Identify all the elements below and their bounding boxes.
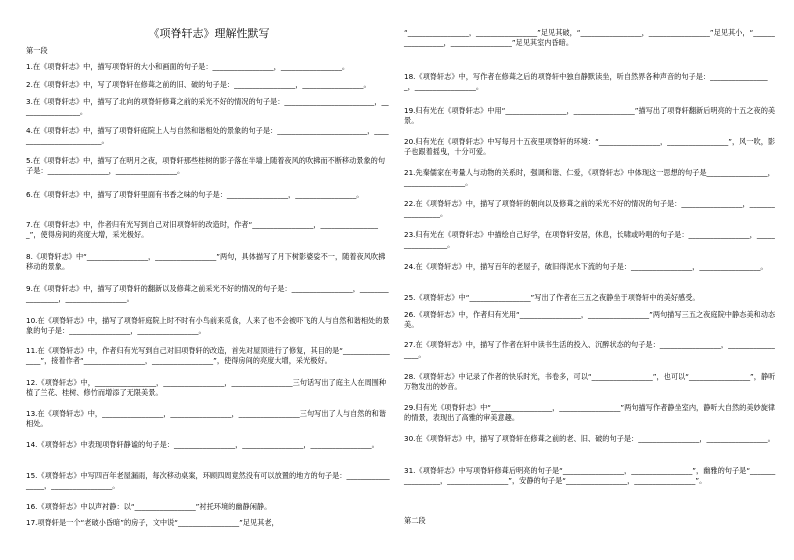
question-item: 5.在《项脊轩志》中，描写了在明月之夜，项脊轩那些桂树的影子落在半墙上随着夜风的吹拂而不断移动景象的句子是：_________________，_________________。 [26, 156, 386, 175]
question-item: 25.《项脊轩志》中“_________________”写出了作者在三五之夜静坐于项脊轩中的美好感受。 [404, 293, 700, 302]
question-item: 10.在《项脊轩志》中，描写了项脊轩庭院上时不时有小鸟前来觅食，人来了也不会被吓飞的人与自然和谐相处的景象的句子是：_________________，_________________。 [26, 316, 390, 335]
question-item: 3.在《项脊轩志》中，描写了北向的项脊轩修葺之前的采光不好的情况的句子是：_________________________，_________________。 [26, 97, 389, 116]
question-item: 4.在《项脊轩志》中，描写了项脊轩庭院上人与自然和谐相处的景象的句子是：_________________________，_________________________。 [26, 126, 389, 145]
question-item: 7.在《项脊轩志》中，作者归有光写到自己对旧项脊轩的改造时，作者“_________________，_________________”，使得房间的亮度大增，采光极好。 [26, 220, 378, 239]
question-item: 19.归有光在《项脊轩志》中用“_________________，_________________”描写出了项脊轩翻新后明亮的十五之夜的美景。 [404, 106, 776, 125]
question-item: 22.在《项脊轩志》中，描写了项脊轩的朝向以及修葺之前的采光不好的情况的句子是：_________________，_________________。 [404, 199, 775, 218]
question-item: 17.项脊轩是一个“老破小昏暗”的房子，文中说“_________________”足见其老， [26, 518, 279, 527]
question-item: 29.归有光《项脊轩志》中“_________________，_________________”两句描写作者静坐室内，静听大自然的美妙旋律的情景，表现出了高雅的审美意趣。 [404, 403, 776, 422]
question-item: 16.《项脊轩志》中以声衬静：以“_________________”衬托环境的幽静闲静。 [26, 502, 272, 511]
section-heading-2: 第二段 [404, 516, 426, 525]
page-title: 《项脊轩志》理解性默写 [148, 27, 270, 40]
question-item: 31.《项脊轩志》中写项脊轩修葺后明亮的句子是“_________________，_________________”，幽雅的句子是“_________________，_________________”，安静的句子是“_________________，_________________”。 [404, 466, 776, 485]
question-item: 30.在《项脊轩志》中，描写了项脊轩在修葺之前的老、旧、破的句子是：_________________，_________________。 [404, 434, 775, 443]
question-item: 18.《项脊轩志》中，写作者在修葺之后的项脊轩中独自静默读坐，听自然界各种声音的句子是：_________________，_________________。 [404, 72, 768, 91]
question-item: 21.先秦儒家在考量人与动物的关系时，强调和谐、仁爱，《项脊轩志》中体现这一思想的句子是_________________，_________________。 [404, 168, 775, 187]
question-item: 20.归有光在《项脊轩志》中写每月十五夜里项脊轩的环境：“_________________，_________________”，风一吹，影子也跟着摇曳，十分可爱。 [404, 137, 776, 156]
question-item: 11.在《项脊轩志》中，作者归有光写到自己对旧项脊轩的改造，首先对屋顶进行了修复，其目的是“_________________”，接着作者“_________________，_________________”，使得房间的亮度大增，采光极好。 [26, 346, 390, 365]
question-item: 14.《项脊轩志》中表现项脊轩静谧的句子是：_________________，_________________，_________________。 [26, 440, 379, 449]
question-item: 15.《项脊轩志》中写四百年老屋漏雨，每次移动桌案，环顾四周竟然没有可以放置的地方的句子是：_________________，_________________。 [26, 471, 390, 490]
question-item: “_________________，_________________”足见其破，“_________________，_________________”足见其小，“_________________，_________________”足见其室内昏暗。 [404, 28, 775, 47]
question-item: 26.《项脊轩志》中，作者归有光用“_________________，_________________”两句描写三五之夜庭院中静态美和动态美。 [404, 310, 776, 329]
question-item: 27.在《项脊轩志》中，描写了作者在轩中读书生活的投入、沉醉状态的句子是：_________________，_________________。 [404, 340, 775, 359]
question-item: 8.《项脊轩志》中“_________________，_________________”两句，具体描写了月下树影婆娑不一，随着夜风吹拂移动的景象。 [26, 252, 386, 271]
question-item: 23.归有光在《项脊轩志》中描绘自己好学，在项脊轩安居，休息，长啸或吟唱的句子是：_________________，_________________。 [404, 230, 775, 249]
question-item: 13.在《项脊轩志》中，_________________，_________________，_________________三句写出了人与自然的和谐相处。 [26, 409, 387, 428]
section-heading-1: 第一段 [26, 46, 48, 55]
question-item: 9.在《项脊轩志》中，描写了项脊轩的翻新以及修葺之前采光不好的情况的句子是：_________________，_________________，_________________。 [26, 284, 389, 303]
question-item: 24.在《项脊轩志》中，描写百年的老屋子，破旧得泥水下流的句子是：_________________，_________________。 [404, 262, 768, 271]
question-item: 12.《项脊轩志》中，_________________，_________________，_________________三句话写出了庭主人在周围种植了兰花、桂树、修竹而增添了无限美景。 [26, 378, 387, 397]
question-item: 28.《项脊轩志》中记录了作者的快乐时光，书卷多，可以“_________________”，也可以“_________________”，静听万物发出的妙音。 [404, 372, 776, 391]
question-item: 6.在《项脊轩志》中，描写了项脊轩里面有书香之味的句子是：_________________，_________________。 [26, 190, 364, 199]
question-item: 1.在《项脊轩志》中，描写项脊轩的大小和画面的句子是：_________________，_________________。 [26, 62, 350, 71]
question-item: 2.在《项脊轩志》中，写了项脊轩在修葺之前的旧、破的句子是：_________________，_________________。 [26, 80, 371, 89]
